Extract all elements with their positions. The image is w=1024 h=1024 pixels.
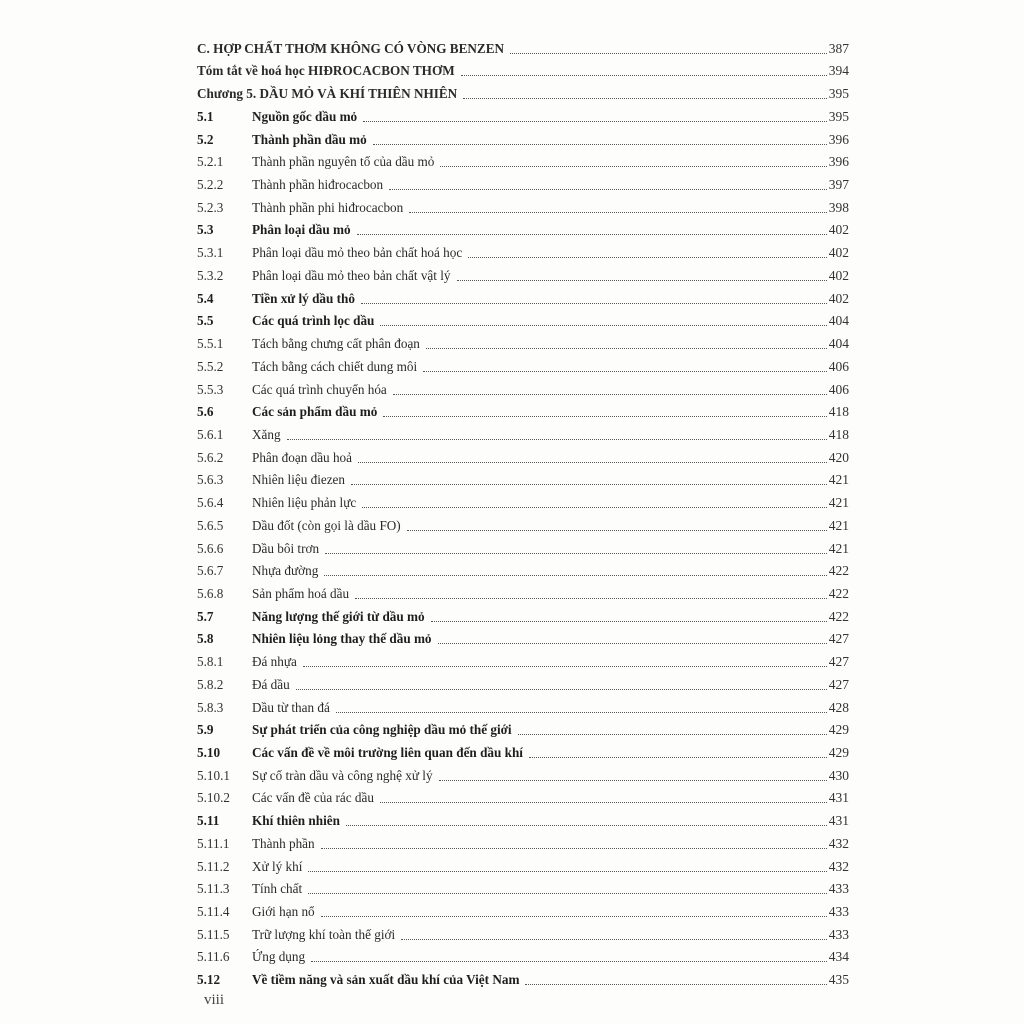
toc-entry-page: 433 <box>828 881 849 897</box>
toc-entry-page: 422 <box>828 585 849 601</box>
dot-leader <box>525 983 826 985</box>
toc-entry <box>197 79 849 102</box>
toc-entry-page: 430 <box>828 767 849 783</box>
toc-entry-number: 5.3.2 <box>197 267 224 283</box>
toc-entry-page: 418 <box>828 404 849 420</box>
toc-entry-title: Tính chất <box>252 881 303 897</box>
dot-leader <box>296 688 827 690</box>
toc-entry <box>197 57 849 80</box>
dot-leader <box>438 642 827 644</box>
toc-entry <box>197 148 849 171</box>
toc-entry <box>197 375 849 398</box>
toc-entry-title: Tách bằng cách chiết dung môi <box>252 358 418 374</box>
dot-leader <box>311 960 827 962</box>
toc-entry-number: 5.11.1 <box>197 835 230 851</box>
toc-entry <box>197 170 849 193</box>
toc-entry-page: 396 <box>828 154 849 170</box>
toc-entry <box>197 466 849 489</box>
toc-entry-page: 428 <box>828 699 849 715</box>
toc-entry-page: 431 <box>828 790 849 806</box>
toc-entry-page: 427 <box>828 676 849 692</box>
toc-entry <box>197 897 849 920</box>
toc-entry-number: 5.7 <box>197 608 214 624</box>
dot-leader <box>407 529 827 531</box>
toc-entry-page: 429 <box>828 722 849 738</box>
toc-entry-number: 5.3 <box>197 222 214 238</box>
toc-entry-title: Giới hạn nổ <box>252 904 315 920</box>
toc-entry-page: 402 <box>828 290 849 306</box>
toc-entry-page: 435 <box>828 972 849 988</box>
toc-entry-page: 421 <box>828 495 849 511</box>
dot-leader <box>380 801 827 803</box>
toc-entry <box>197 920 849 943</box>
toc-entry <box>197 511 849 534</box>
toc-entry-page: 418 <box>828 426 849 442</box>
toc-entry-number: 5.2.3 <box>197 199 224 215</box>
toc-entry <box>197 125 849 148</box>
dot-leader <box>409 211 827 213</box>
toc-entry-number: 5.5.2 <box>197 358 224 374</box>
toc-entry <box>197 193 849 216</box>
dot-leader <box>362 506 827 508</box>
toc-entry-title: Các quá trình lọc dầu <box>252 313 375 329</box>
toc-entry <box>197 670 849 693</box>
dot-leader <box>468 256 827 258</box>
toc-entry-page: 420 <box>828 449 849 465</box>
toc-entry-page: 421 <box>828 540 849 556</box>
toc-entry <box>197 488 849 511</box>
toc-entry-page: 432 <box>828 858 849 874</box>
toc-entry <box>197 579 849 602</box>
dot-leader <box>336 711 827 713</box>
dot-leader <box>351 483 827 485</box>
dot-leader <box>308 892 827 894</box>
toc-entry-number: 5.6.1 <box>197 426 224 442</box>
toc-entry-number: 5.5 <box>197 313 214 329</box>
toc-entry <box>197 716 849 739</box>
toc-entry-page: 395 <box>828 86 849 102</box>
toc-entry-title: Tiền xử lý dầu thô <box>252 290 355 306</box>
dot-leader <box>426 347 827 349</box>
toc-entry-title: Các quá trình chuyển hóa <box>252 381 387 397</box>
toc-entry <box>197 806 849 829</box>
toc-entry-number: 5.4 <box>197 290 214 306</box>
toc-entry-number: 5.8.2 <box>197 676 224 692</box>
toc-entry-number: 5.6.7 <box>197 563 224 579</box>
toc-entry-title: Phân loại dầu mỏ <box>252 222 351 238</box>
toc-entry-page: 427 <box>828 631 849 647</box>
toc-entry-number: 5.1 <box>197 108 214 124</box>
toc-entry-title: Dầu bôi trơn <box>252 540 320 556</box>
toc-entry-title: Nhiên liệu lỏng thay thế dầu mỏ <box>252 631 432 647</box>
dot-leader <box>373 143 827 145</box>
toc-entry-page: 421 <box>828 472 849 488</box>
dot-leader <box>383 415 826 417</box>
toc-entry-page: 433 <box>828 926 849 942</box>
dot-leader <box>363 120 827 122</box>
dot-leader <box>461 74 827 76</box>
toc-entry <box>197 443 849 466</box>
toc-entry-title: Chương 5. DẦU MỎ VÀ KHÍ THIÊN NHIÊN <box>197 86 458 102</box>
toc-entry-page: 406 <box>828 358 849 374</box>
toc-entry <box>197 761 849 784</box>
toc-entry-number: 5.3.1 <box>197 245 224 261</box>
dot-leader <box>401 938 827 940</box>
toc-entry-page: 402 <box>828 222 849 238</box>
toc-entry-number: 5.6.5 <box>197 517 224 533</box>
toc-entry-page: 422 <box>828 563 849 579</box>
dot-leader <box>510 52 827 54</box>
toc-entry <box>197 284 849 307</box>
toc-entry-page: 397 <box>828 177 849 193</box>
toc-entry-title: Các sản phẩm dầu mỏ <box>252 404 378 420</box>
toc-entry-number: 5.2.2 <box>197 177 224 193</box>
toc-entry <box>197 875 849 898</box>
toc-entry-title: Tách bằng chưng cất phân đoạn <box>252 336 420 352</box>
toc-entry-page: 431 <box>828 813 849 829</box>
toc-entry-title: Nhựa đường <box>252 563 319 579</box>
toc-entry-page: 402 <box>828 245 849 261</box>
toc-entry-title: Thành phần hiđrocacbon <box>252 177 384 193</box>
toc-entry-title: Năng lượng thế giới từ dầu mỏ <box>252 608 425 624</box>
toc-entry-title: Đá nhựa <box>252 654 297 670</box>
toc-entry-title: Phân đoạn dầu hoả <box>252 449 352 465</box>
toc-entry <box>197 557 849 580</box>
toc-entry-title: Phân loại dầu mỏ theo bản chất vật lý <box>252 267 451 283</box>
toc-entry-title: Khí thiên nhiên <box>252 813 340 829</box>
toc-entry <box>197 261 849 284</box>
page-number-footer: viii <box>204 992 225 1008</box>
toc-entry-title: Ứng dụng <box>252 949 306 965</box>
toc-entry-page: 433 <box>828 904 849 920</box>
toc-entry-number: 5.6.3 <box>197 472 224 488</box>
toc-entry-number: 5.6 <box>197 404 214 420</box>
toc-entry-number: 5.9 <box>197 722 214 738</box>
toc-entry-number: 5.11.5 <box>197 926 230 942</box>
toc-entry-page: 395 <box>828 108 849 124</box>
toc-entry <box>197 965 849 988</box>
toc-entry-title: Đá dầu <box>252 676 290 692</box>
dot-leader <box>321 915 827 917</box>
dot-leader <box>393 393 827 395</box>
toc-entry-title: Dầu đốt (còn gọi là dầu FO) <box>252 517 401 533</box>
toc-entry-page: 422 <box>828 608 849 624</box>
toc-entry-title: Thành phần dầu mỏ <box>252 131 367 147</box>
toc-entry-title: Sự cố tràn dầu và công nghệ xử lý <box>252 767 433 783</box>
dot-leader <box>529 756 827 758</box>
dot-leader <box>357 233 827 235</box>
toc-entry <box>197 829 849 852</box>
toc-entry-title: Thành phần <box>252 835 315 851</box>
toc-entry-page: 421 <box>828 517 849 533</box>
toc-entry-title: Sản phẩm hoá dầu <box>252 585 350 601</box>
toc-entry <box>197 602 849 625</box>
toc-entry-number: 5.10.1 <box>197 767 230 783</box>
toc-entry-number: 5.6.4 <box>197 495 224 511</box>
toc-entry <box>197 398 849 421</box>
toc-entry-page: 404 <box>828 313 849 329</box>
toc-entry-number: 5.11 <box>197 813 220 829</box>
toc-entry-title: Dầu từ than đá <box>252 699 330 715</box>
dot-leader <box>439 779 827 781</box>
dot-leader <box>440 165 826 167</box>
toc-entry-title: Nhiên liệu điezen <box>252 472 346 488</box>
toc-entry <box>197 625 849 648</box>
toc-entry-number: 5.8.1 <box>197 654 224 670</box>
toc-entry <box>197 693 849 716</box>
toc-entry-title: Phân loại dầu mỏ theo bản chất hoá học <box>252 245 463 261</box>
toc-entry-number: 5.11.4 <box>197 904 230 920</box>
toc-entry-number: 5.11.2 <box>197 858 230 874</box>
toc-entry-title: Xử lý khí <box>252 858 303 874</box>
toc-entry-page: 427 <box>828 654 849 670</box>
toc-entry-title: Xăng <box>252 426 281 442</box>
toc-entry-title: Thành phần nguyên tố của dầu mỏ <box>252 154 435 170</box>
toc-entry-number: 5.5.3 <box>197 381 224 397</box>
dot-leader <box>325 552 827 554</box>
toc-entry-title: Trữ lượng khí toàn thế giới <box>252 926 396 942</box>
dot-leader <box>423 370 827 372</box>
toc-entry <box>197 102 849 125</box>
dot-leader <box>358 461 827 463</box>
toc-entry-number: 5.2.1 <box>197 154 224 170</box>
toc-entry-title: Các vấn đề của rác dầu <box>252 790 374 806</box>
toc-entry-page: 432 <box>828 835 849 851</box>
toc-entry-page: 434 <box>828 949 849 965</box>
dot-leader <box>361 302 827 304</box>
toc-entry-number: 5.5.1 <box>197 336 224 352</box>
toc-entry-number: 5.6.8 <box>197 585 224 601</box>
dot-leader <box>324 574 826 576</box>
toc-entry <box>197 216 849 239</box>
toc-entry-page: 404 <box>828 336 849 352</box>
toc-entry-page: 396 <box>828 131 849 147</box>
toc-entry-title: Về tiềm năng và sản xuất dầu khí của Việt Nam <box>252 972 520 988</box>
toc-entry <box>197 420 849 443</box>
table-of-contents <box>197 34 849 988</box>
dot-leader <box>346 824 827 826</box>
toc-entry-number: 5.11.3 <box>197 881 230 897</box>
toc-entry-page: 387 <box>828 40 849 56</box>
toc-entry-number: 5.6.6 <box>197 540 224 556</box>
toc-entry-number: 5.10 <box>197 745 221 760</box>
toc-entry-number: 5.6.2 <box>197 449 224 465</box>
toc-entry <box>197 352 849 375</box>
toc-entry-title: Nhiên liệu phản lực <box>252 495 357 511</box>
dot-leader <box>308 870 826 872</box>
toc-entry <box>197 738 849 761</box>
toc-entry-number: 5.12 <box>197 972 221 988</box>
toc-entry-title: Các vấn đề về môi trường liên quan đến dầu khí <box>252 745 523 760</box>
toc-entry-number: 5.11.6 <box>197 949 230 965</box>
toc-entry <box>197 943 849 966</box>
dot-leader <box>303 665 827 667</box>
dot-leader <box>431 620 827 622</box>
toc-entry-title: Sự phát triển của công nghiệp dầu mỏ thế giới <box>252 722 512 738</box>
toc-entry-title: Tóm tắt về hoá học HIĐROCACBON THƠM <box>197 63 455 79</box>
toc-entry-number: 5.8 <box>197 631 214 647</box>
toc-entry <box>197 34 849 57</box>
toc-entry-page: 394 <box>828 63 849 79</box>
toc-entry-number: 5.10.2 <box>197 790 230 806</box>
toc-entry <box>197 784 849 807</box>
toc-entry-title: C. HỢP CHẤT THƠM KHÔNG CÓ VÒNG BENZEN <box>197 40 505 56</box>
toc-entry-title: Thành phần phi hiđrocacbon <box>252 199 404 215</box>
toc-entry-number: 5.8.3 <box>197 699 224 715</box>
toc-entry <box>197 647 849 670</box>
toc-entry-page: 406 <box>828 381 849 397</box>
toc-entry-title: Nguồn gốc dầu mỏ <box>252 108 358 124</box>
toc-entry-number: 5.2 <box>197 131 214 147</box>
toc-entry <box>197 852 849 875</box>
dot-leader <box>389 188 827 190</box>
dot-leader <box>457 279 827 281</box>
dot-leader <box>287 438 827 440</box>
toc-entry-page: 402 <box>828 267 849 283</box>
dot-leader <box>321 847 827 849</box>
toc-entry-page: 398 <box>828 199 849 215</box>
dot-leader <box>518 733 827 735</box>
toc-entry <box>197 307 849 330</box>
dot-leader <box>463 97 827 99</box>
toc-entry <box>197 329 849 352</box>
toc-entry-page: 429 <box>828 745 849 760</box>
dot-leader <box>355 597 827 599</box>
toc-entry <box>197 534 849 557</box>
toc-entry <box>197 238 849 261</box>
dot-leader <box>380 324 826 326</box>
